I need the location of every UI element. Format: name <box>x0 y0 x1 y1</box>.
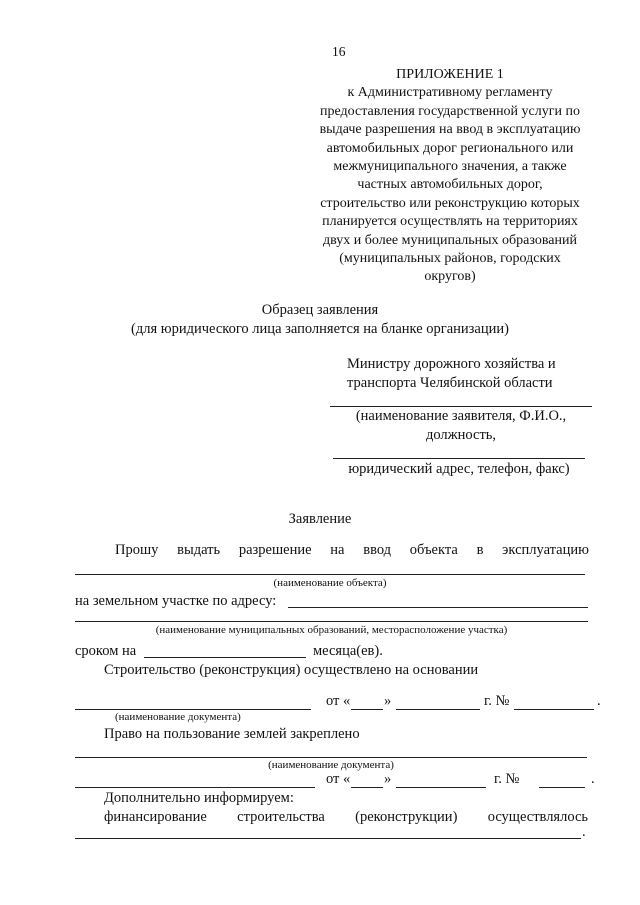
appendix-line: предоставления государственной услуги по <box>320 103 580 119</box>
applicant-caption-1: (наименование заявителя, Ф.И.О., <box>355 408 567 424</box>
construction-basis: Строительство (реконструкция) осуществлено на основании <box>104 662 479 678</box>
additional-info: Дополнительно информируем: <box>104 790 294 806</box>
year-number-label-1: г. № <box>484 693 510 709</box>
financing-word: строительства <box>237 809 325 825</box>
sample-note: (для юридического лица заполняется на бланке организации) <box>131 321 509 337</box>
sample-title: Образец заявления <box>261 302 379 318</box>
land-right: Право на пользование землей закреплено <box>104 726 360 742</box>
document-name-line-2 <box>75 757 587 758</box>
addressee-line-1: Министру дорожного хозяйства и <box>347 356 556 372</box>
address-caption: юридический адрес, телефон, факс) <box>348 461 570 477</box>
financing-line <box>104 809 588 826</box>
appendix-line: автомобильных дорог регионального или <box>326 140 574 156</box>
appendix-line: к Административному регламенту <box>347 85 553 101</box>
financing-word: (реконструкции) <box>355 809 458 825</box>
applicant-line <box>330 406 592 407</box>
day-line-2 <box>351 787 383 788</box>
term-line <box>144 657 306 658</box>
land-plot-address-line <box>288 607 588 608</box>
from-label-1: от « <box>326 693 351 709</box>
request-word: Прошу <box>115 542 159 558</box>
financing-line-blank <box>75 838 581 839</box>
appendix-line: округов) <box>424 269 476 285</box>
year-number-label-2: г. № <box>494 771 520 787</box>
page-number: 16 <box>332 44 346 59</box>
address-line <box>333 458 585 459</box>
document-date-line-2 <box>75 787 315 788</box>
object-caption: (наименование объекта) <box>273 577 387 589</box>
appendix-line: планируется осуществлять на территориях <box>322 214 578 230</box>
request-word: ввод <box>363 542 392 558</box>
appendix-line: двух и более муниципальных образований <box>323 232 577 248</box>
financing-word: осуществлялось <box>487 809 588 825</box>
object-line <box>75 574 585 575</box>
statement-heading: Заявление <box>288 511 352 527</box>
month-line-2 <box>396 787 486 788</box>
appendix-block <box>300 66 600 287</box>
number-line-2 <box>539 787 585 788</box>
day-line-1 <box>351 709 383 710</box>
appendix-line: выдаче разрешения на ввод в эксплуатацию <box>319 122 581 138</box>
applicant-caption-2: должность, <box>425 427 497 443</box>
municipal-line <box>75 621 588 622</box>
addressee-line-2: транспорта Челябинской области <box>347 375 553 391</box>
municipal-caption: (наименование муниципальных образований, месторасположение участка) <box>155 624 508 636</box>
appendix-title: ПРИЛОЖЕНИЕ 1 <box>396 67 504 82</box>
appendix-line: строительство или реконструкцию которых <box>320 195 580 211</box>
dot-1: . <box>597 693 601 709</box>
appendix-line: частных автомобильных дорог, <box>357 177 543 193</box>
document-caption-1: (наименование документа) <box>115 711 241 723</box>
term-prefix: сроком на <box>75 643 137 659</box>
term-suffix: месяца(ев). <box>313 643 383 659</box>
document-caption-2: (наименование документа) <box>268 759 394 771</box>
financing-word: финансирование <box>104 809 207 825</box>
request-line <box>115 542 589 559</box>
month-line-1 <box>396 709 480 710</box>
land-plot-label: на земельном участке по адресу: <box>75 593 277 609</box>
quote-close-1: » <box>384 693 392 709</box>
from-label-2: от « <box>326 771 351 787</box>
dot-2: . <box>591 771 595 787</box>
number-line-1 <box>514 709 594 710</box>
request-word: на <box>330 542 345 558</box>
final-dot: . <box>582 824 586 840</box>
appendix-line: (муниципальных районов, городских <box>339 251 561 267</box>
request-word: эксплуатацию <box>502 542 589 558</box>
appendix-line: межмуниципального значения, а также <box>333 159 567 175</box>
request-word: объекта <box>409 542 458 558</box>
document-name-line-1 <box>75 709 311 710</box>
quote-close-2: » <box>384 771 392 787</box>
request-word: разрешение <box>238 542 312 558</box>
request-word: выдать <box>177 542 221 558</box>
request-word: в <box>476 542 484 558</box>
